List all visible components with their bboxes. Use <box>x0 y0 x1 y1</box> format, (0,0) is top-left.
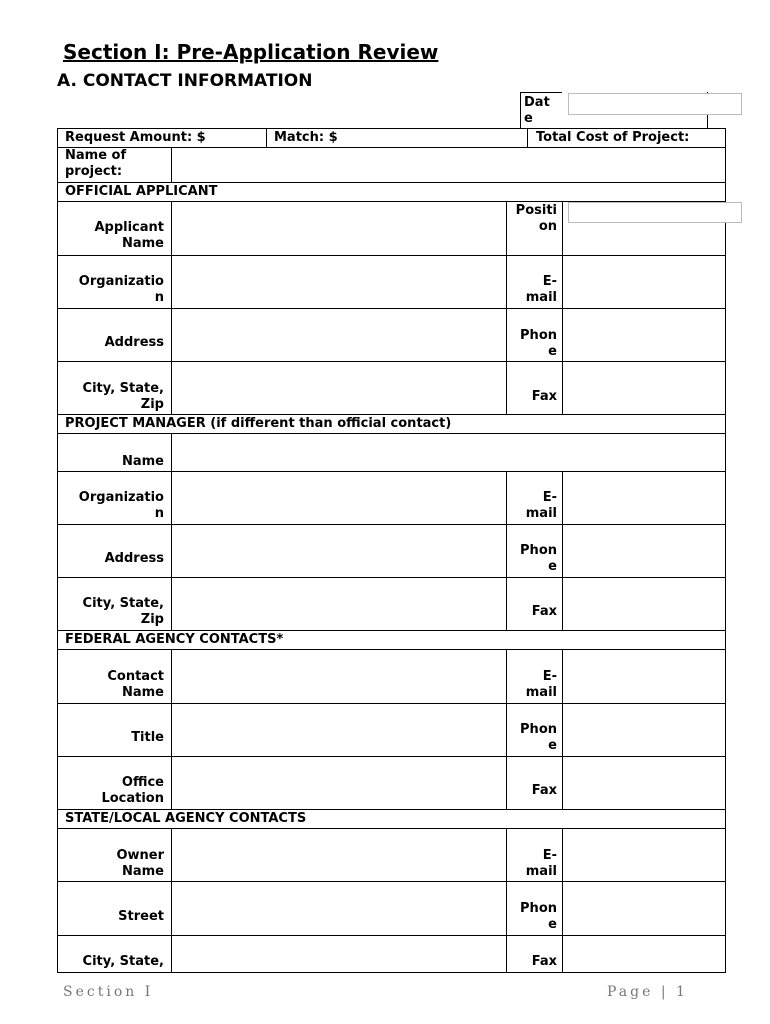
pm-fax-cell[interactable] <box>562 577 726 631</box>
position-input[interactable] <box>568 202 742 223</box>
total-cost-label: Total Cost of Project: <box>536 130 690 145</box>
sl-city-label: City, State, <box>82 954 164 969</box>
footer-section: Section I <box>63 984 154 1000</box>
pm-email-label: E- mail <box>525 490 557 521</box>
fed-office-cell[interactable] <box>171 756 507 810</box>
fax-label-cell <box>506 361 563 415</box>
sl-fax-cell[interactable] <box>562 935 726 973</box>
pm-name-label: Name <box>121 454 164 469</box>
fed-email-cell[interactable] <box>562 649 726 704</box>
state-local-title: STATE/LOCAL AGENCY CONTACTS <box>65 811 307 826</box>
federal-title: FEDERAL AGENCY CONTACTS* <box>65 632 284 647</box>
pm-city-cell[interactable] <box>171 577 507 631</box>
sl-email-cell[interactable] <box>562 828 726 882</box>
fed-phone-label: Phon e <box>520 722 557 753</box>
sl-phone-label: Phon e <box>520 901 557 932</box>
applicant-name-label: Applicant Name <box>94 220 164 251</box>
phone-label: Phon e <box>520 328 557 359</box>
fed-phone-cell[interactable] <box>562 703 726 757</box>
pm-city-label: City, State, Zip <box>82 596 164 627</box>
pm-fax-label: Fax <box>531 604 557 619</box>
date-input[interactable] <box>568 93 742 115</box>
address-cell[interactable] <box>171 308 507 362</box>
organization-cell[interactable] <box>171 255 507 309</box>
project-name-cell[interactable] <box>171 147 726 183</box>
position-label: Positi on <box>515 203 557 234</box>
applicant-name-cell[interactable] <box>171 201 507 256</box>
subsection-title: A. CONTACT INFORMATION <box>57 71 313 91</box>
fed-fax-label: Fax <box>531 783 557 798</box>
city-label: City, State, Zip <box>82 381 164 412</box>
pm-email-cell[interactable] <box>562 471 726 525</box>
pm-name-cell[interactable] <box>171 433 726 472</box>
section-title: Section I: Pre-Application Review <box>63 40 439 64</box>
fed-fax-cell[interactable] <box>562 756 726 810</box>
pm-address-cell[interactable] <box>171 524 507 578</box>
sl-street-cell[interactable] <box>171 881 507 936</box>
fed-email-label: E- mail <box>525 669 557 700</box>
sl-fax-label: Fax <box>531 954 557 969</box>
fax-label: Fax <box>531 389 557 404</box>
fed-office-label: Office Location <box>101 775 164 806</box>
fed-contact-label: Contact Name <box>107 669 164 700</box>
footer-page-number: Page | 1 <box>607 984 688 1000</box>
pm-phone-cell[interactable] <box>562 524 726 578</box>
fed-title-cell[interactable] <box>171 703 507 757</box>
pm-phone-label: Phon e <box>520 543 557 574</box>
pm-organization-cell[interactable] <box>171 471 507 525</box>
request-amount-label: Request Amount: $ <box>65 130 206 145</box>
fed-contact-cell[interactable] <box>171 649 507 704</box>
sl-city-cell[interactable] <box>171 935 507 973</box>
project-manager-title: PROJECT MANAGER (if different than official contact) <box>65 416 452 431</box>
address-label: Address <box>104 335 164 350</box>
sl-phone-cell[interactable] <box>562 881 726 936</box>
organization-label: Organizatio n <box>78 274 164 305</box>
sl-street-label: Street <box>118 909 164 924</box>
fax-cell[interactable] <box>562 361 726 415</box>
email-label: E- mail <box>525 274 557 305</box>
pm-address-label: Address <box>104 551 164 566</box>
sl-email-label: E- mail <box>525 848 557 879</box>
date-label: Dat e <box>524 95 550 126</box>
email-cell[interactable] <box>562 255 726 309</box>
official-applicant-title: OFFICIAL APPLICANT <box>65 184 218 199</box>
match-label: Match: $ <box>274 130 338 145</box>
project-name-label: Name of project: <box>65 148 127 179</box>
city-cell[interactable] <box>171 361 507 415</box>
pm-organization-label: Organizatio n <box>78 490 164 521</box>
fed-title-label: Title <box>131 730 164 745</box>
phone-cell[interactable] <box>562 308 726 362</box>
sl-owner-cell[interactable] <box>171 828 507 882</box>
sl-owner-label: Owner Name <box>116 848 164 879</box>
